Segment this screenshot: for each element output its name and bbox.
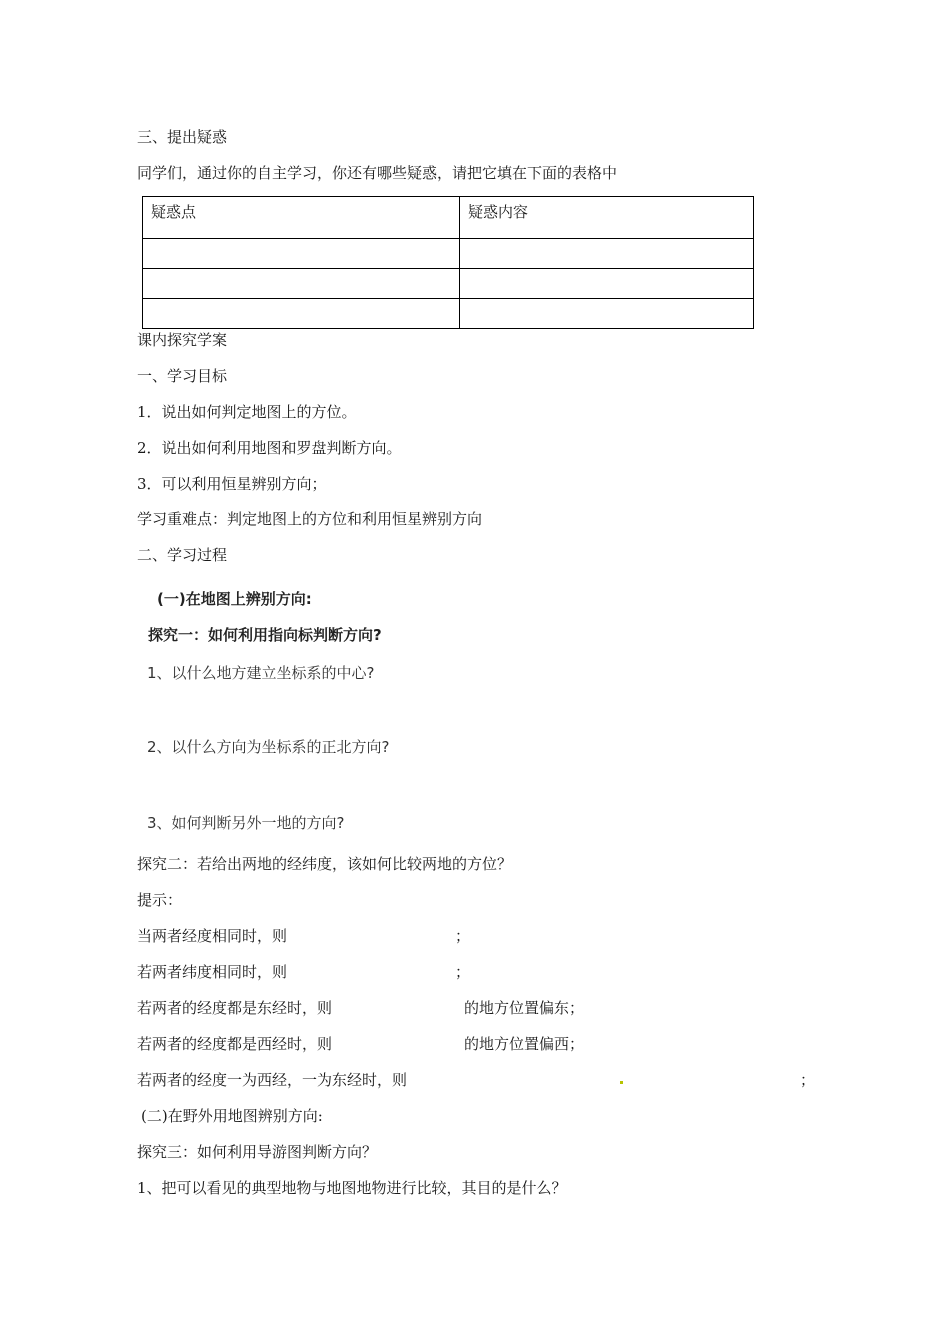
explore2-hint: 提示： <box>137 891 183 909</box>
part1-heading: (一)在地图上辨别方向: <box>157 590 312 608</box>
doubt-table <box>142 196 754 329</box>
table-header-cell: 疑惑内容 <box>460 197 754 239</box>
section3-heading: 三、提出疑惑 <box>137 128 228 146</box>
key-points: 学习重难点：判定地图上的方位和利用恒星辨别方向 <box>137 510 483 528</box>
table-row <box>143 269 754 299</box>
explore1-question-2: 2、以什么方向为坐标系的正北方向? <box>147 738 390 756</box>
hint-line-tail: 的地方位置偏东； <box>464 999 585 1017</box>
part2-heading: (二)在野外用地图辨别方向: <box>141 1107 323 1125</box>
explore2-title: 探究二：若给出两地的经纬度，该如何比较两地的方位？ <box>137 855 513 873</box>
table-header-row <box>143 197 754 239</box>
hint-line: 若两者的经度都是东经时，则 <box>137 999 333 1017</box>
table-cell[interactable] <box>143 239 460 269</box>
table-cell[interactable] <box>460 239 754 269</box>
table-row <box>143 239 754 269</box>
hint-line-tail: ； <box>800 1071 816 1089</box>
hint-line: 当两者经度相同时，则 <box>137 927 288 945</box>
goal-item: 2．说出如何利用地图和罗盘判断方向。 <box>137 439 402 457</box>
hint-line-tail: ； <box>455 963 471 981</box>
goals-heading: 一、学习目标 <box>137 367 228 385</box>
hint-line: 若两者纬度相同时，则 <box>137 963 288 981</box>
hint-line: 若两者的经度都是西经时，则 <box>137 1035 333 1053</box>
goal-item: 3．可以利用恒星辨别方向； <box>137 475 327 493</box>
hint-line-tail: 的地方位置偏西； <box>464 1035 585 1053</box>
explore1-question-3: 3、如何判断另外一地的方向? <box>147 814 345 832</box>
stray-mark <box>620 1081 623 1084</box>
table-row <box>143 299 754 329</box>
inclass-title: 课内探究学案 <box>137 331 228 349</box>
explore3-question-1: 1、把可以看见的典型地物与地图地物进行比较，其目的是什么？ <box>137 1179 567 1197</box>
explore1-question-1: 1、以什么地方建立坐标系的中心? <box>147 664 375 682</box>
table-cell[interactable] <box>143 269 460 299</box>
hint-line: 若两者的经度一为西经，一为东经时，则 <box>137 1071 408 1089</box>
goal-item: 1．说出如何判定地图上的方位。 <box>137 403 357 421</box>
section3-intro: 同学们，通过你的自主学习，你还有哪些疑惑，请把它填在下面的表格中 <box>137 164 618 182</box>
table-cell[interactable] <box>460 269 754 299</box>
process-heading: 二、学习过程 <box>137 546 228 564</box>
table-cell[interactable] <box>460 299 754 329</box>
table-cell[interactable] <box>143 299 460 329</box>
explore1-title: 探究一：如何利用指向标判断方向? <box>148 626 382 644</box>
explore3-title: 探究三：如何利用导游图判断方向？ <box>137 1143 378 1161</box>
hint-line-tail: ； <box>455 927 471 945</box>
table-header-cell: 疑惑点 <box>143 197 460 239</box>
